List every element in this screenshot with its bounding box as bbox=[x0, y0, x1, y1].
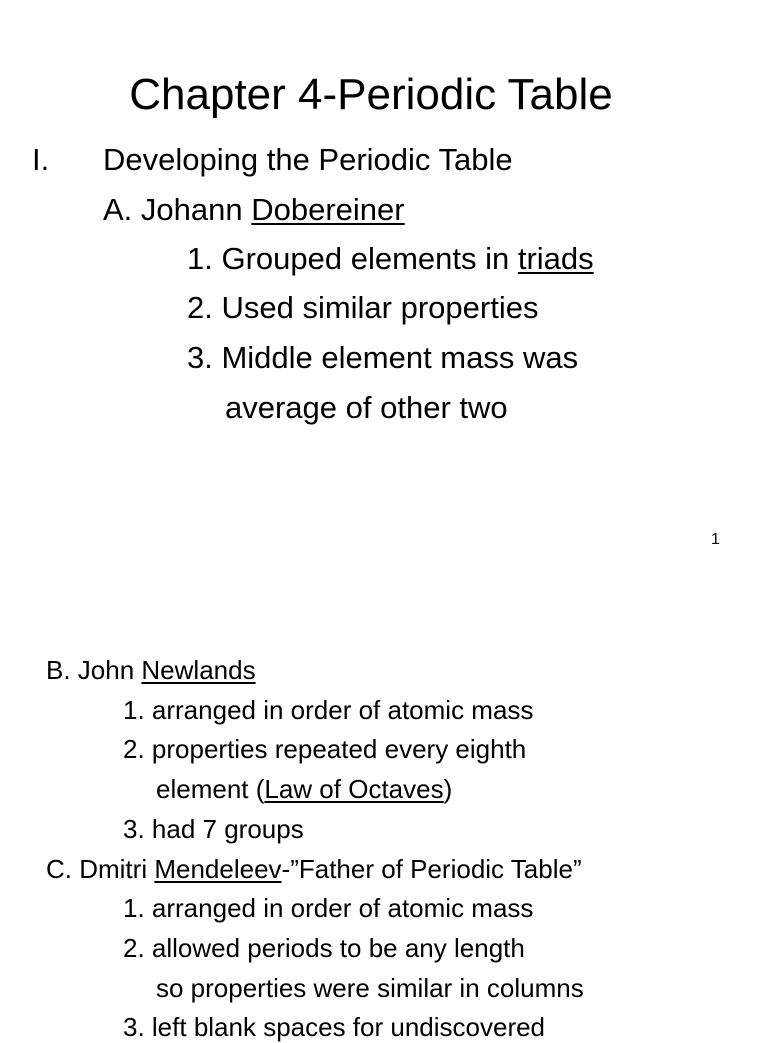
subheading-prefix: A. Johann bbox=[103, 192, 252, 227]
section-numeral: I. bbox=[32, 142, 50, 177]
item-text: 1. Grouped elements in bbox=[187, 241, 518, 276]
list-item: 2. allowed periods to be any length bbox=[123, 933, 525, 963]
newlands-name: Newlands bbox=[141, 655, 256, 685]
list-item-middle-element-cont: average of other two bbox=[225, 390, 508, 425]
list-item: 1. arranged in order of atomic mass bbox=[123, 893, 534, 923]
list-item: 3. had 7 groups bbox=[123, 814, 304, 844]
subheading-prefix: B. John bbox=[46, 655, 142, 685]
subheading-dobereiner bbox=[103, 192, 405, 228]
list-item: 1. arranged in order of atomic mass bbox=[123, 695, 534, 725]
list-item: 2. properties repeated every eighth bbox=[123, 734, 527, 764]
list-item-middle-element: 3. Middle element mass was bbox=[187, 340, 579, 375]
subheading-suffix: -”Father of Periodic Table” bbox=[281, 854, 582, 884]
law-of-octaves-term: Law of Octaves bbox=[264, 774, 444, 804]
list-item-similar-properties: 2. Used similar properties bbox=[187, 290, 539, 325]
subheading-mendeleev bbox=[46, 854, 582, 885]
subheading-prefix: C. Dmitri bbox=[46, 854, 155, 884]
list-item-continuation bbox=[156, 774, 452, 805]
page-number: 1 bbox=[711, 531, 720, 548]
mendeleev-name: Mendeleev bbox=[154, 854, 282, 884]
list-item-partial: 3. left blank spaces for undiscovered bbox=[123, 1012, 546, 1042]
list-item-triads bbox=[187, 241, 594, 277]
slide-title: Chapter 4-Periodic Table bbox=[129, 70, 613, 119]
dobereiner-name: Dobereiner bbox=[251, 192, 405, 227]
text: ) bbox=[443, 774, 453, 804]
text: element ( bbox=[156, 774, 265, 804]
section-heading: Developing the Periodic Table bbox=[103, 142, 513, 177]
triads-term: triads bbox=[517, 241, 594, 276]
subheading-newlands bbox=[46, 655, 256, 686]
list-item-continuation: so properties were similar in columns bbox=[156, 973, 584, 1003]
